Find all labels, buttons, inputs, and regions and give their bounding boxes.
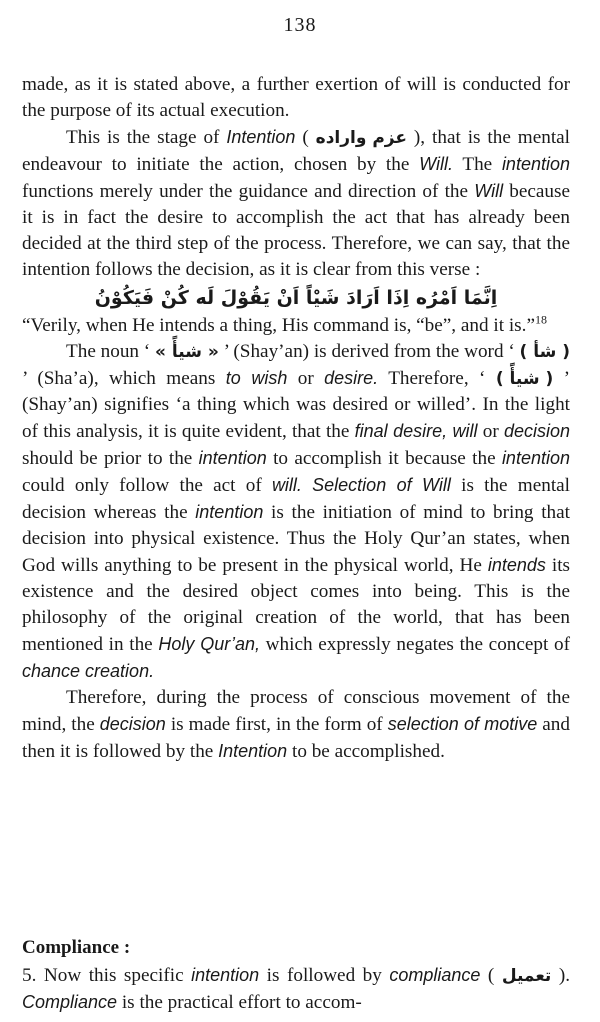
- text-span: could only follow the act of: [22, 475, 272, 496]
- text-span: is the practical effort to accom-: [117, 992, 362, 1013]
- text-span: ), that is the mental endeavour to initiate the action, chosen by the: [22, 127, 570, 175]
- paragraph-1: made, as it is stated above, a further exertion of will is conducted for the purpose of its actual execution.: [22, 74, 570, 121]
- text-span: should be prior to the: [22, 448, 199, 469]
- emphasis-holy-quran: Holy Qur’an,: [158, 634, 260, 654]
- text-span: The noun ‘: [66, 341, 155, 362]
- emphasis-to-wish: to wish: [225, 368, 288, 388]
- text-span: because it is in fact the desire to accomplish the act that has already been decided at the third step of the process. Therefore, we can say, that the intention follows the decision, as it is clear from this verse :: [22, 181, 570, 280]
- text-span: Therefore, during the process of conscious movement of the mind, the: [22, 687, 570, 735]
- emphasis-desire: desire.: [324, 368, 379, 388]
- text-span: which expressly negates the concept of: [259, 634, 570, 655]
- emphasis-will: Will.: [419, 154, 453, 174]
- text-span: and then it is followed by the: [22, 714, 570, 762]
- body-text: [22, 72, 570, 765]
- quranic-verse: اِنَّمَا اَمْرُه اِذَا اَرَادَ شَيْاً اَنْ يَقُوْلَ لَه كُنْ فَيَكُوْنُ: [94, 287, 498, 309]
- emphasis-final-desire: final desire, will: [354, 421, 478, 441]
- text-span: to accomplish it because the: [266, 448, 502, 469]
- text-span: [302, 475, 312, 496]
- emphasis-compliance: Compliance: [22, 992, 118, 1012]
- emphasis-intention: intention: [198, 448, 267, 468]
- page-number: 138: [283, 14, 317, 36]
- emphasis-intends: intends: [487, 555, 546, 575]
- text-span: to be accomplished.: [287, 741, 445, 762]
- paragraph-2: [22, 124, 570, 283]
- emphasis-intention: intention: [195, 502, 264, 522]
- arabic-term-shayan: « شيأً »: [155, 342, 219, 362]
- text-span: (: [295, 127, 316, 148]
- text-span: ’ (Shay’an) is derived from the word ‘: [218, 341, 520, 362]
- emphasis-decision: decision: [99, 714, 166, 734]
- emphasis-decision: decision: [503, 421, 571, 441]
- text-span: (: [480, 965, 502, 986]
- text-span: is followed by: [259, 965, 390, 986]
- emphasis-selection-of-motive: selection of motive: [387, 714, 538, 734]
- paragraph-4: [22, 685, 570, 765]
- emphasis-will: will.: [271, 475, 302, 495]
- arabic-term-shaa: ( شأ ): [519, 342, 571, 362]
- verse-translation: [22, 313, 570, 339]
- arabic-term-azm-irada: عزم واراده: [315, 128, 407, 148]
- text-span: Therefore, ‘: [378, 368, 496, 389]
- translation-text: “Verily, when He intends a thing, His command is, “be”, and it is.”: [22, 315, 535, 336]
- text-span: This is the stage of: [66, 127, 227, 148]
- section-heading: Compliance :: [22, 937, 131, 958]
- emphasis-will: Will: [474, 181, 504, 201]
- text-span: is the mental decision whereas the: [22, 475, 570, 523]
- text-span: is the initiation of mind to bring that decision into physical existence. Thus the Holy Qur’an states, when God wills anything to be present in the physical world, He: [22, 502, 570, 576]
- text-span: or: [477, 421, 504, 442]
- text-span: ).: [551, 965, 571, 986]
- text-span: Now this specific: [36, 965, 192, 986]
- paragraph-3: [22, 339, 570, 685]
- point-number: 5.: [22, 965, 37, 986]
- emphasis-intention: intention: [191, 965, 260, 985]
- text-span: The: [452, 154, 502, 175]
- text-span: is made first, in the form of: [165, 714, 388, 735]
- text-span: its existence and the desired object comes into being. This is the philosophy of the original creation of the world, that has been mentioned in the: [22, 555, 570, 655]
- footnote-ref: 18: [534, 312, 547, 327]
- text-span: ’ (Sha’a), which means: [22, 368, 226, 389]
- numbered-point-5: [22, 962, 570, 1016]
- text-span: ’ (Shay’an) signifies ‘a thing which was desired or willed’. In the light of this analysis, it is quite evident, that the: [22, 368, 571, 442]
- text-span: functions merely under the guidance and direction of the: [22, 181, 475, 202]
- arabic-term-tamil: تعميل: [501, 966, 552, 986]
- emphasis-intention: Intention: [218, 741, 288, 761]
- emphasis-chance-creation: chance creation.: [22, 661, 155, 681]
- emphasis-intention: intention: [501, 448, 570, 468]
- text-span: or: [287, 368, 325, 389]
- emphasis-intention: intention: [501, 154, 570, 174]
- emphasis-compliance: compliance: [389, 965, 481, 985]
- arabic-term-shayan: ( شيأً ): [495, 369, 554, 389]
- emphasis-intention: Intention: [226, 127, 296, 147]
- emphasis-selection-of-will: Selection of Will: [312, 475, 451, 495]
